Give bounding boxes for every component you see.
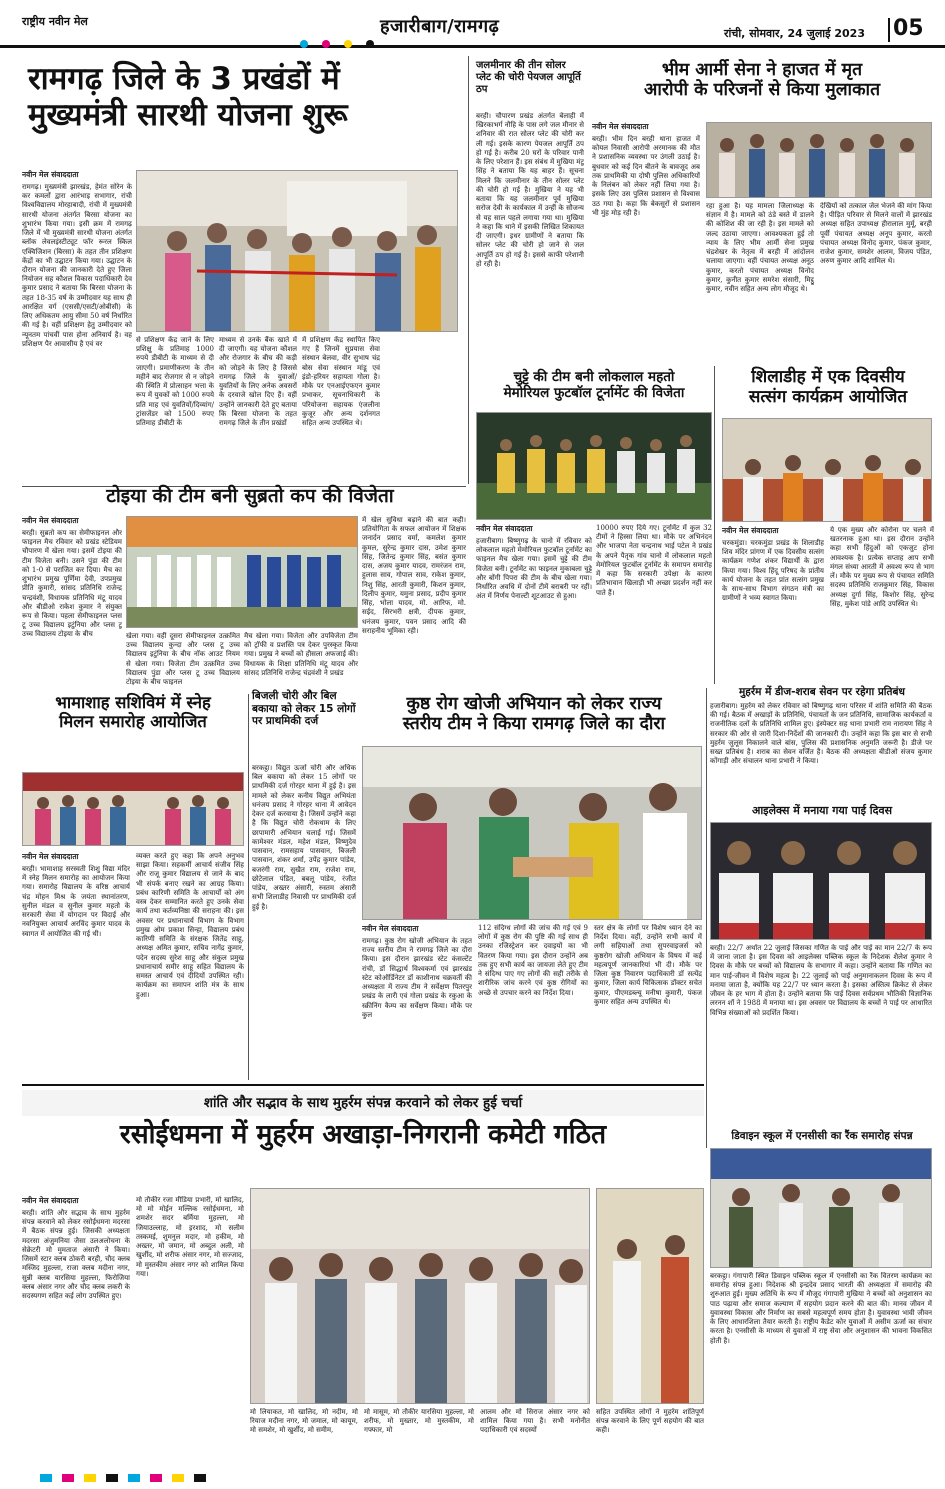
byline: नवीन मेल संवाददाता [592, 122, 649, 131]
section-title: हजारीबाग/रामगढ़ [380, 16, 500, 37]
registration-marks [40, 1474, 206, 1482]
news-photo [136, 170, 458, 332]
story-headline [722, 368, 934, 407]
story-column [302, 336, 380, 488]
students-pi-day-photo-icon [711, 823, 932, 940]
story-body: से प्रशिक्षण केंद्र जाने के लिए प्रशिक्षु के प्रतिमाह 1000 रुपये डीबीटी के माध्यम से दी जाएगी। प्रमाणीकरण के तीन महीने बाद रोजगार से न जोड़ने की स्थिति में प्रोत्साहन भत्ता के रूप में युवकों को 1000 रुपये प्रति माह एवं युवतियों/दिव्यांग/ट्रांसजेंडर को 1500 रुपए प्रतिमाह डीबीटी के [136, 336, 214, 428]
story-column [476, 524, 592, 684]
byline: नवीन मेल संवाददाता [22, 516, 79, 525]
story-body: मो तौकीर रजा मीडिया प्रभारी, मो खालिद, मो मो मोईन मल्लिक रसोईधमना, मो शमशेर सदर बर्मिया मुहल्ला, मो जियाउल्लाह, मो इरशाद, मो सलीम तस्कमई, शुमनुल मदार, मो हकीम, मो अख्तर, मो जमान, मो अब्दुल अली, मो खुर्शीद, मो शरीफ अंसार नगर, मो सज्जाद, मो मुस्तकीम अंसार नगर को शामिल किया गया। [136, 1196, 244, 1278]
ncc-ceremony-photo-icon [711, 1149, 932, 1268]
story-body: रामगढ़। मुख्यमंत्री झारखंड, हेमंत सोरेन के कर कमलों द्वारा आरंभाइ सभागार, रांची विश्वविद्यालय मोरहाबादी, रांची में मुख्यमंत्री सारथी योजना अंतर्गत बिरसा योजना का शुभारंभ किया गया। इसी क्रम में रामगढ़ जिले में भी मुख्यमंत्री सारथी योजना अंतर्गत ब्लॉक लेवलइंस्टीट्यूट फॉर रूरल स्किल एक्विजिशन (बिरसा) के तहत तीन प्रशिक्षण केंद्रों का भी उद्घाटन किया गया। उद्घाटन के दौरान योजना की जानकारी देते हुए जिला नियोजन सह कौशल विकास पदाधिकारी देव कुमार प्रसाद ने बताया कि बिरसा योजना के तहत 18-35 वर्ष के उम्मीदवार यह साथ ही आरक्षित वर्ग (एससी/एसटी/ओबीसी) के लिए अधिकतम आयु सीमा 50 वर्ष निर्धारित की गई है। वहीं प्रशिक्षण हेतु उम्मीदवार को न्यूनतम पांचवीं पास होना अनिवार्य है। वह प्रशिक्षण पैर आवासीय है एवं वर [22, 182, 132, 348]
story-body: बरही। सुब्रतो कप का सेमीफाइनल और फाइनल मैच रविवार को प्रखंड स्टेडियम चौपारण में खेला गया। इसमें टोइया की टीम विजेता बनी। उसने पुंडा की टीम को 1-0 से पराजित कर दिया। मैच का शुभारंभ प्रमुख पूर्णिमा देवी, उपप्रमुख प्रीति कुमारी, सांसद प्रतिनिधि राजेन्द्र चन्द्रवंशी, विधायक प्रतिनिधि मंटू यादव और बीडीओ राकेश कुमार ने संयुक्त रूप से किया। पहला सेमीफाइनल प्लस टू उच्च विद्यालय इटुंनिया और प्लस टू उच्च विद्यालय टोइया के बीच [22, 528, 122, 639]
story-column [478, 924, 588, 1080]
news-photo [250, 1188, 590, 1404]
news-photo [710, 1148, 932, 1268]
section-divider [22, 1084, 704, 1086]
color-swatch-icon [84, 1474, 96, 1482]
story-headline: टोइया की टीम बनी सुब्रतो कप की विजेता [106, 485, 394, 507]
story-column [820, 202, 932, 364]
story-body: बरकट्ठा। विद्युत ऊर्जा चोरी और अधिक बिल बकाया को लेकर 15 लोगों पर प्राथमिकी दर्ज गोरहर थाना में हुई है। इस मामले को लेकर कनीय विद्युत अभियंता धनंजय प्रसाद ने गोरहर थाना में आवेदन देकर दर्ज करवाया है। जिसमें उन्होंने कहा है कि विद्युत चोरी रोकथाम के लिए छापामारी अभियान चलाई गई। जिसमें कामेश्वर मंडल, महेश मंडल, विष्णुदेव पासवान, रामसहाय पासवान, बिजली पासवान, शंकर शर्मा, उपेंद्र कुमार पांडेय, बजरंगी राम, सुखैत राम, राजेश राम, छोटेलाल पंडित, बबलू पांडेय, रंजीत पांडेय, अख्तर अंसारी, रुस्तम अंसारी सभी शिलाडीह निवासी पर प्राथमिकी दर्ज हुई है। [252, 764, 356, 911]
story-column [594, 924, 702, 1080]
byline: नवीन मेल संवाददाता [22, 1196, 79, 1205]
story-headline [28, 62, 458, 133]
story-column [364, 1408, 474, 1462]
story-body: मैच खेला गया। विजेता और उपविजेता टीम को ट्रॉफी व प्रशस्ति पत्र देकर पुरस्कृत किया गया। प्रमुख ने बच्चों को हौसला अफजाई की। विधायक के शिक्षा प्रतिनिधि मंटू यादव और सांसद प्रतिनिधि राजेन्द्र चंद्रवंशी ने प्रखंड [244, 632, 358, 677]
story-column [480, 1408, 590, 1462]
football-team-photo-icon [477, 413, 712, 520]
registration-dot-icon [322, 40, 330, 48]
news-photo [722, 418, 932, 522]
story-headline: मुहर्रम में डीज-शराब सेवन पर रहेगा प्रतिबंध [739, 686, 905, 698]
newspaper-logo: राष्ट्रीय नवीन मेल [22, 15, 88, 28]
byline: नवीन मेल संवाददाता [22, 170, 79, 179]
health-camp-photo-icon [363, 747, 702, 920]
crowd-photo-icon [137, 171, 458, 332]
color-swatch-icon [150, 1474, 162, 1482]
story-column [592, 122, 700, 362]
story-headline: बिजली चोरी और बिल बकाया को लेकर 15 लोगों पर प्राथमिकी दर्ज [252, 690, 356, 728]
story-column [710, 1272, 932, 1462]
color-swatch-icon [194, 1474, 206, 1482]
story-body: मो मासूम, मो तौकीर यारसिया मुहल्ला, मो शरीफ, मो मुख्तार, मो मुस्तकीम, मो गफ्फार, मो [364, 1408, 474, 1435]
byline: नवीन मेल संवाददाता [476, 524, 533, 533]
story-column [722, 526, 824, 684]
story-body: रहा हुआ है। यह मामला जिलाध्यक्ष के संज्ञान में है। मामले को ठंडे बस्ते में डालने की कोशिश की जा रही है। इस मामले को जल्द उठाया जाएगा। आवश्यकता हुई तो न्याय के लिए भीम आर्मी सेना प्रमुख चंद्रशेखर के नेतृत्व में बरही में आंदोलन चलाया जाएगा। वहीं पंचायत अध्यक्ष अनूठ कुमार, करतो पंचायत अध्यक्ष विनोद कुमार, कुनीत कुमार समरेश संसारी, मिट्ठू कुमार, नवीन सहित अन्य लोग मौजूद थे। [706, 202, 814, 294]
story-headline [364, 694, 704, 734]
story-column [22, 516, 122, 690]
story-body: मो लियाकत, मो खालिद, मो नदीम, मो रियाज मदीना नगर, मो जमाल, मो कायूम, मो समशेर, मो खुर्शीद, मो समीम, [250, 1408, 358, 1435]
story-column [710, 702, 932, 800]
story-body: बरकट्ठा। गंगापारी स्थित डिवाइन पब्लिक स्कूल में एनसीसी का रैंक वितरण कार्यक्रम का समारोह संपन्न हुआ। निदेशक श्री इन्द्रदेव प्रसाद भारती की अध्यक्षता में समारोह की शुरुआत हुई। मुख्य अतिथि के रूप में मौजूद गंगापारी मुखिया ने बच्चों को अनुशासन का पाठ पढ़ाया और समाज कल्याण में सहयोग प्रदान करने की बात की। मानव जीवन में युवावस्था विकास और निर्माण का सबसे महत्वपूर्ण समय होता है। युवावस्था भावी जीवन के लिए आधारशिला तैयार करती है। राष्ट्रीय कैडेट कोर युवाओं में असीम ऊर्जा का संचार करता है। एनसीसी के माध्यम से युवाओं में राष्ट्र सेवा और अनुशासन की भावना विकसित होती है। [710, 1272, 932, 1345]
story-column [596, 524, 712, 684]
news-photo [596, 1188, 704, 1404]
story-column [252, 764, 356, 1080]
group-photo-icon [707, 123, 932, 198]
story-column [126, 632, 240, 690]
story-body: आलम और मो सिराज अंसार नगर को शामिल किया गया है। सभी मनोनीत पदाधिकारी एवं सदस्यों [480, 1408, 590, 1435]
committee-meeting-photo-icon [251, 1189, 590, 1404]
headline-line: आरोपी के परिजनों से किया मुलाकात [643, 80, 881, 101]
headline-line: रामगढ़ जिले के 3 प्रखंडों में [28, 61, 340, 97]
satsang-photo-icon [723, 419, 932, 522]
news-photo [476, 412, 712, 520]
news-photo [710, 822, 932, 940]
story-body: में खेल सुविधा बढ़ाने की बात कही। प्रतियोगिता के सफल आयोजन में शिक्षक जनार्दन प्रसाद वर्मा, कमलेश कुमार कुमल, सुरेन्द्र कुमार दास, उमेश कुमार सिंह, जितेन्द्र कुमार सिंह, बसंत कुमार दास, अजय कुमार यादव, रामरंजन राम, हुलास साव, गोपाल साव, राकेश कुमार, निशु सिंह, आरती कुमारी, किशन कुमार, दिलीप कुमार, यमुना प्रसाद, प्रदीप कुमार सिंह, भोला यादव, मो. आरिफ, मो. सईद, सिरभरी क्षत्री, दीपक कुमार, धनंजय कुमार, पवन प्रसाद आदि की सराहनीय भूमिका रही। [362, 516, 466, 635]
headline-line: मिलन समारोह आयोजित [59, 711, 207, 731]
story-body: खेला गया। वहीं दूसरा सेमीफाइनल उत्क्रमित उच्च विद्यालय कुन्दा और प्लस टू उच्च विद्यालय इटुंनिया के बीच नॉक आउट नियम से खेला गया। विजेता टीम उत्क्रमित उच्च विद्यालय पुंडा और प्लस टू उच्च विद्यालय टोइया के बीच फाइनल [126, 632, 240, 687]
story-headline: रसोईधमना में मुहर्रम अखाड़ा-निगरानी कमेटी गठित [119, 1119, 607, 1150]
story-headline: डिवाइन स्कूल में एनसीसी का रैंक समारोह संपन्न [731, 1130, 913, 1142]
story-headline: आइलेक्स में मनाया गया पाई दिवस [751, 804, 893, 817]
school-function-photo-icon [23, 773, 244, 846]
story-body: चरकमुंडा। चरकमुंडा प्रखंड के शिलाडीह शिव मंदिर प्रांगण में एक दिवसीय सत्संग कार्यक्रम गणेश शंकर विद्यार्थी के द्वारा किया गया। विश्व हिंदू परिषद के प्रांतीय कार्य योजना के तहत प्रांत सत्संग प्रमुख के साथ-साथ विभाग संगठन मंत्री का ग्रामीणों ने भव्य स्वागत किया। [722, 538, 824, 603]
issue-date: रांची, सोमवार, 24 जुलाई 2023 [724, 27, 865, 40]
news-photo [126, 516, 358, 628]
headline-line: चुट्टे की टीम बनी लोकलाल महतो [513, 369, 675, 385]
column-divider [706, 688, 707, 1148]
story-headline: जलमीनार की तीन सोलर प्लेट की चोरी पेयजल आपूर्ति ठप [476, 60, 581, 95]
color-swatch-icon [40, 1474, 52, 1482]
story-body: हजारीबाग। मुहर्रम को लेकर रविवार को बिष्णुगढ़ थाना परिसर में शांति समिति की बैठक की गई। बैठक में अखाड़ों के प्रतिनिधि, पंचायतों के जन प्रतिनिधि, सामाजिक कार्यकर्ता व राजनीतिक दलों के प्रतिनिधि शामिल हुए। इंस्पेक्टर सह थाना प्रभारी राम नारायण सिंह ने सरकार की ओर से जारी दिशा-निर्देशों की जानकारी दी। उन्होंने कहा कि इस बार से सभी मुहर्रम जुलूस निकालने वाले बांस, पुलिस की प्रशासनिक अनुमति जरूरी है। डीजे पर सख्त प्रतिबंध है। शराब का सेवन वर्जित है। बैठक की अध्यक्षता बीडीओ संजय कुमार कोंगाड़ी और संचालन थाना प्रभारी ने किया। [710, 702, 932, 766]
story-body: सहित उपस्थित लोगों ने मुहर्रम शांतिपूर्ण संपन्न करवाने के लिए पूर्ण सहयोग की बात कही। [596, 1408, 704, 1435]
committee-members-photo-icon [597, 1189, 704, 1404]
story-column [362, 516, 466, 690]
story-body: ये एक मुख्य और कोरोना पर चलने में खतरनाक हुआ था। इस दौरान उन्होंने कहा सभी हिंदुओं को एकजुट होना आवश्यक है। प्रत्येक सप्ताह आप सभी मंगल संध्या आरती में अवश्य रूप से भाग लें। मौके पर मुख्य रूप से पंचायत समिति सदस्य प्रतिनिधि राजकुमार सिंह, विकास अध्यक्ष दुर्गा सिंह, किशोर सिंह, सुरेन्द्र सिंह, मुकेश पांडे आदि उपस्थित थे। [830, 526, 934, 608]
color-swatch-icon [128, 1474, 140, 1482]
story-body: 112 संदिग्ध लोगों की जांच की गई एवं 9 लोगों में कुष्ठ रोग की पुष्टि की गई साथ ही उनका रजिस्ट्रेशन कर दवाइयों का भी वितरण किया गया। इस दौरान उन्होंने अब तक हुए सभी कार्य का जायजा लेते हुए टीम ने संदिग्ध पाए गए लोगों की सही तरीके से शारीरिक जांच करने एवं कुष्ठ रोगियों का अच्छे से उपचार करने का निर्देश दिया। [478, 924, 588, 997]
story-column [596, 1408, 704, 1462]
story-body: बरही। चौपारण प्रखंड अंतर्गत बेलाही में खिरकाभर्ग नौहि के पास लगे जल मीनार से शनिवार की रात सोलर प्लेट की चोरी कर ली गई। इसके कारण पेयजल आपूर्ति ठप हो गई है। करीब 20 घरों के परिवार पानी के लिए परेशान हैं। इस संबंध में मुखिया मंटू सिंह ने बताया कि यह बाहर हैं। सूचना मिलने कि जलमीनार के तीन सोलर प्लेट की चोरी हो गई है। मुखिया ने यह भी बताया कि यह जलमीनार पूर्व मुखिया सरोज देवी के कार्यकाल में उन्हीं के सौजन्य से यह साल पहले लगाया गया था। मुखिया ने कहा कि थाने में इसकी लिखित शिकायत दी जाएगी। इधर ग्रामीणों ने बताया कि सोलर प्लेट की चोरी हो जाने से जल आपूर्ति ठप हो गई है। इससे काफी परेशानी हो रही है। [476, 112, 584, 268]
story-column [710, 944, 932, 1130]
headline-line: शिलाडीह में एक दिवसीय [751, 367, 905, 387]
story-body: में प्रशिक्षण केंद्र स्थापित किए गए हैं जिनमें सुप्रयास सेवा संस्थान बेलवा, वीर सुभाष चंद्र बोस सेवा संस्थान मांडू एवं इंडो-हरियर सहायता गोला है। मौके पर एनआईएफएन कुमार प्रभाकर, सूचनाधिकारी के परियोजना सहायक एंजलीना कुजूर और अन्य दर्शनगत सहित अन्य उपस्थित थे। [302, 336, 380, 428]
column-divider [714, 366, 715, 684]
color-swatch-icon [106, 1474, 118, 1482]
page-number: 05 [893, 16, 924, 41]
byline: नवीन मेल संवाददाता [722, 526, 779, 535]
story-body: स्तर क्षेत्र के लोगों पर विशेष ध्यान देने का निर्देश दिया। वहीं, उन्होंने सभी कार्य में लगी सहियाओं तथा सुपरवाइजर्स को कुष्ठरोग खोजी अभियान के विषय में कई महत्वपूर्ण जानकारियां भी दी। मौके पर जिला कुष्ठ निवारण पदाधिकारी डॉ सत्येंद्र कुमार, जिला कार्य चिकित्सक डॉक्टर सचेत कुमार, पीएमडब्ल्यू मनीषा कुमारी, पंकज कुमार सहित अन्य उपस्थित थे। [594, 924, 702, 1006]
story-headline [476, 370, 712, 401]
story-column [362, 924, 472, 1080]
story-column [136, 336, 214, 488]
registration-marks [300, 40, 374, 48]
story-column [706, 202, 814, 364]
story-body: बरही। भीम दिन बरही थाना हाजत में कोयल निवासी आरोपी अरमानक की मौत ने प्रशासनिक व्यवस्था पर उंगली उठाई है। बुधवार को कई दिन बीतने के बावजूद अब तक प्राथमिकी या दोषी पुलिस अधिकारियों के निलंबन को लेकर नहीं लिया गया है। इसके लिए उस पुलिस प्रशासन से विश्वास उठ गया है। कहा कि बेकसूरों से प्रशासन भी मुंह मोड़ रही है। [592, 134, 700, 217]
masthead [0, 0, 945, 48]
news-photo [706, 122, 932, 198]
news-photo [22, 772, 244, 846]
column-divider [248, 694, 249, 1080]
headline-line: भामाशाह सशिविमं में स्नेह [55, 693, 211, 712]
story-column [219, 336, 297, 488]
headline-line: सत्संग कार्यक्रम आयोजित [748, 386, 908, 407]
story-column [136, 852, 244, 1080]
byline: नवीन मेल संवाददाता [362, 924, 419, 933]
story-body: बरही। भामाशाह सरस्वती शिशु विद्या मंदिर में स्नेह मिलन समारोह का आयोजन किया गया। समारोह विद्यालय के वरिष्ठ आचार्य चंद्र मोहन मिश्र के जयंता स्थानांतरण, सुनील मंडल व सुनील कुमार महतो के सरकारी सेवा में योगदान पर विदाई और नवनियुक्त आचार्य अरविंद कुमार यादव के स्वागत में आयोजित की गई थी। [22, 864, 130, 938]
headline-line: मुख्यमंत्री सारथी योजना शुरू [28, 96, 348, 133]
page-number-divider [888, 18, 890, 42]
story-body: बरही। 22/7 अर्थात 22 जुलाई जिसका गणित के पाई और पाई का मान 22/7 के रूप में जाना जाता है। इस दिवस को आइलेक्स पब्लिक स्कूल के निदेशक शैलेश कुमार ने दिवस के मौके पर बच्चों को विद्यालय के सभागार में कहा। उन्होंने बताया कि गणित का मान पाई-जीवन में विशेष महत्व है। 22 जुलाई को पाई अनुमानाकलन दिवस के रूप में मनाया जाता है, क्योंकि यह 22/7 पर ध्यान करता है। इसका अस्तित्व क्रिकेट से लेकर जीवन के हर भाग में होता है। उन्होंने बताया कि पाई दिवस सर्वप्रथम भौतिकी विज्ञानिक लरनन शॉ ने 1988 में मनाया था। इस अवसर पर विद्यालय के बच्चों ने पाई पर आधारित विभिन्न संख्याओं को प्रदर्शित किया। [710, 944, 932, 1017]
color-swatch-icon [172, 1474, 184, 1482]
column-divider [468, 56, 469, 484]
story-headline [22, 694, 244, 732]
story-column [22, 852, 130, 1080]
story-body: रामगढ़। कुष्ठ रोग खोजी अभियान के तहत राज्य स्तरीय टीम ने रामगढ़ जिले का दौरा किया। इस दौरान झारखंड स्टेट कंसल्टेंट रांची, डॉ सिद्धार्थ विश्वकर्मा एवं झारखंड स्टेट कोऑर्डिनेटर डॉ काशीनाथ चक्रवर्ती की अध्यक्षता में राज्य टीम ने सर्वेक्षण पितरपुर प्रखंड के लारी एवं गोला प्रखंड के रकुआ के स्क्रीनिंग कैम्प का सर्वेक्षण किया। मौके पर कुल [362, 936, 472, 1019]
story-body: व्यक्त करते हुए कहा कि अपने अनुभव साझा किया। सहकर्मी आचार्य संजीव सिंह और राजू कुमार विद्यालय से जाने के बाद भी संपर्क बनाए रखने का आग्रह किया। प्रबंध कारिणी समिति के आचार्यों को अंग वस्त्र देकर सम्मानित करते हुए उनके सेवा कार्य तथा कर्तव्यनिष्ठा की सराहना की। इस अवसर पर प्रधानाचार्य विभाग के विभाग प्रमुख ओम प्रकाश सिन्हा, विद्यालय प्रबंध कारिणी समिति के संरक्षक जितेंद्र साहू, अध्यक्ष अमित कुमार, सचिव नागेंद्र कुमार, पदेन सदस्य सुरेश साहू और संकुल प्रमुख प्रधानाचार्य समीर साहू सहित विद्यालय के समस्त आचार्य एवं दीदियों उपस्थित रही। कार्यक्रम का समापन शांति मंत्र के साथ हुआ। [136, 852, 244, 999]
story-headline [592, 60, 932, 100]
headline-line: भीम आर्मी सेना ने हाजत में मृत [661, 60, 863, 80]
story-column [244, 632, 358, 690]
story-column [22, 170, 132, 485]
story-column [136, 1196, 244, 1462]
story-column [250, 1408, 358, 1462]
cup-team-photo-icon [127, 517, 358, 628]
story-column [830, 526, 934, 684]
registration-dot-icon [366, 40, 374, 48]
story-body: हजारीबाग। बिष्णुगढ़ के चानो में रविवार को लोकलाल महतो मेमोरियल फुटबॉल टूर्नामेंट का फाइनल मैच खेला गया। इसमें चुट्टे की टीम विजेता बनी। टूर्नामेंट का फाइनल मुकाबला चुट्टे और बोंगी पिपरा की टीम के बीच खेला गया। निर्धारित अवधि में दोनों टीमें बराबरी पर रहीं। अंत में निर्णय पेनाल्टी शूटआउट से हुआ। [476, 536, 592, 601]
headline-line: कुष्ठ रोग खोजी अभियान को लेकर राज्य [406, 694, 662, 714]
byline: नवीन मेल संवाददाता [22, 852, 79, 861]
story-column [22, 1196, 130, 1462]
story-kicker: शांति और सद्भाव के साथ मुहर्रम संपन्न करवाने को लेकर हुई चर्चा [22, 1090, 704, 1116]
headline-line: स्तरीय टीम ने किया रामगढ़ जिले का दौरा [402, 714, 666, 735]
story-column [476, 112, 584, 352]
registration-dot-icon [344, 40, 352, 48]
story-body: देखियों को तत्काल जेल भेजने की मांग किया है। पीड़ित परिवार से मिलने वालों में झारखंड अध्यक्ष सहित उपाध्यक्ष हीरालाल मुर्मू, बरही पूर्वी पंचायत अध्यक्ष अनूप कुमार, करतो पंचायत अध्यक्ष विनोद कुमार, पंकज कुमार, राजेश कुमार, समशेर आलम, विजय पंडित, अरुण कुमार आदि शामिल थे। [820, 202, 932, 266]
registration-dot-icon [300, 40, 308, 48]
news-photo [362, 746, 702, 920]
story-body: बरही। शांति और सद्भाव के साथ मुहर्रम संपन्न करवाने को लेकर रसोईधमना मदरसा में बैठक संपन्न हुई। जिसकी अध्यक्षता मदरसा अंजुमनिया जैसा उलअलोचना के सेक्रेटरी मो मुमताज अंसारी ने किया। जिसमें स्टार क्लब ठोकरी बरही, चौद क्लब मस्जिद मुहल्ला, राजा क्लब मदीना नगर, सुन्नी क्लब यारसिया मुहल्ला, फिरोजिया क्लब अंसार नगर और चौद क्लब लकरी के सदस्यगण सहित कई लोग उपस्थित हुए। [22, 1208, 130, 1300]
color-swatch-icon [62, 1474, 74, 1482]
story-body: 10000 रुपए दिये गए। टूर्नामेंट में कुल 32 टीमों ने हिस्सा लिया था। मौके पर अभिनंदन और भाजपा नेता चन्द्रनाथ भाई पटेल ने प्रखंड के अपने पैतृक गांव चानो में लोकलाल महतो मेमोरियल फुटबॉल टूर्नामेंट के समापन समारोह में कहा कि सरकारी उपेक्षा के कारण प्रतिभावान खिलाड़ी भी अच्छा प्रदर्शन नहीं कर पाते हैं। [596, 524, 712, 597]
headline-line: मेमोरियल फुटबॉल टूर्नामेंट की विजेता [503, 384, 685, 401]
story-body: माध्यम से उनके बैंक खाते में दी जाएगी। यह योजना कौशल और रोजगार के बीच की कड़ी को जोड़ने के लिए है जिससे रामगढ़ जिले के युवाओं/युवतियों के लिए अनेक अवसरों के दरवाजे खोल दिए हैं। वहीं उन्होंने जानकारी देते हुए बताया कि बिरसा योजना के तहत रामगढ़ जिले के तीन प्रखंडों [219, 336, 297, 428]
